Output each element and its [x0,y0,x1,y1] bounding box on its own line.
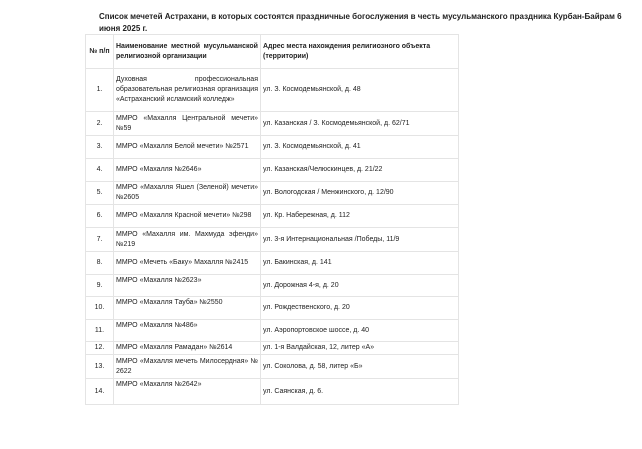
row-number: 12. [86,342,114,355]
table-row [86,355,459,379]
row-address: ул. Бакинская, д. 141 [261,252,459,275]
header-address: Адрес места нахождения религиозного объекта (территории) [261,35,459,69]
row-number: 8. [86,252,114,275]
row-address: ул. З. Космодемьянской, д. 48 [261,69,459,112]
row-address: ул. Казанская/Челюскинцев, д. 21/22 [261,159,459,182]
row-number: 10. [86,297,114,320]
row-organization: ММРО «Махалля Красной мечети» №298 [114,205,261,228]
table-row [86,159,459,182]
row-address: ул. 3-я Интернациональная /Победы, 11/9 [261,228,459,252]
table-body [86,69,459,405]
row-organization: ММРО «Махалля им. Махмуда эфенди» №219 [114,228,261,252]
row-number: 3. [86,136,114,159]
table-row [86,297,459,320]
row-organization: ММРО «Махалля Яшел (Зеленой) мечети» №2605 [114,182,261,205]
table-header-row [86,35,459,69]
header-name: Наименование местной мусульманской религиозной организации [114,35,261,69]
row-address: ул. 1-я Валдайская, 12, литер «А» [261,342,459,355]
row-organization: ММРО «Махалля №2642» [114,379,261,405]
row-address: ул. Дорожная 4-я, д. 20 [261,275,459,297]
row-number: 14. [86,379,114,405]
document-title: Список мечетей Астрахани, в которых состоятся праздничные богослужения в честь мусульманского праздника Курбан-Байрам 6 июня 2025 г. [99,12,622,33]
row-number: 2. [86,112,114,136]
row-address: ул. Рождественского, д. 20 [261,297,459,320]
table-row [86,320,459,342]
row-organization: ММРО «Махалля №2623» [114,275,261,297]
row-number: 11. [86,320,114,342]
row-organization: ММРО «Махалля Тауба» №2550 [114,297,261,320]
table-row [86,182,459,205]
row-organization: ММРО «Махалля №486» [114,320,261,342]
table-row [86,205,459,228]
row-number: 7. [86,228,114,252]
row-number: 1. [86,69,114,112]
row-organization: ММРО «Мечеть «Баку» Махалля №2415 [114,252,261,275]
row-address: ул. Казанская / З. Космодемьянской, д. 62/71 [261,112,459,136]
table-row [86,275,459,297]
row-address: ул. Кр. Набережная, д. 112 [261,205,459,228]
table-row [86,379,459,405]
row-address: ул. Соколова, д. 58, литер «Б» [261,355,459,379]
table-row [86,69,459,112]
row-number: 9. [86,275,114,297]
table-row [86,252,459,275]
row-organization: Духовная профессиональная образовательная религиозная организация «Астраханский исламский колледж» [114,69,261,112]
row-number: 4. [86,159,114,182]
row-number: 5. [86,182,114,205]
table-row [86,228,459,252]
row-organization: ММРО «Махалля Рамадан» №2614 [114,342,261,355]
table-row [86,112,459,136]
row-address: ул. Аэропортовское шоссе, д. 40 [261,320,459,342]
mosque-table [85,34,459,405]
row-organization: ММРО «Махалля Белой мечети» №2571 [114,136,261,159]
row-address: ул. Вологодская / Менжинского, д. 12/90 [261,182,459,205]
table-row [86,342,459,355]
row-organization: ММРО «Махалля №2646» [114,159,261,182]
row-number: 13. [86,355,114,379]
row-organization: ММРО «Махалля мечеть Милосердная» № 2622 [114,355,261,379]
row-address: ул. З. Космодемьянской, д. 41 [261,136,459,159]
row-number: 6. [86,205,114,228]
header-number: № п/п [86,35,114,69]
row-address: ул. Саянская, д. 6. [261,379,459,405]
row-organization: ММРО «Махалля Центральной мечети» №59 [114,112,261,136]
table-row [86,136,459,159]
